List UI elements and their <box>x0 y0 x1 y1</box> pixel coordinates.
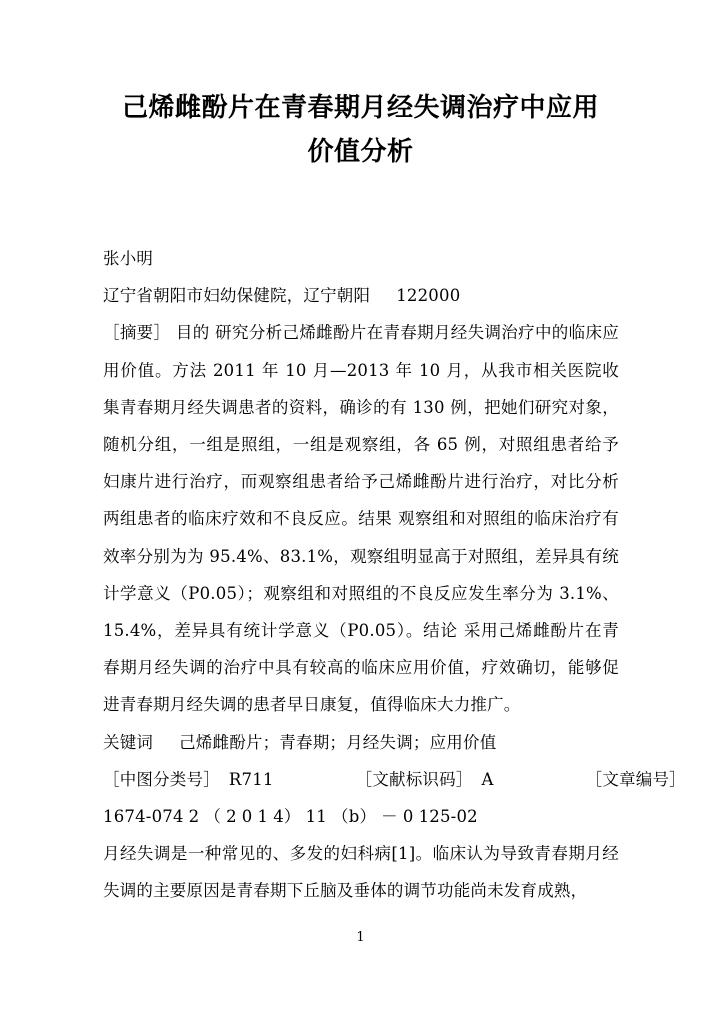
article-id-label: ［文章编号］ <box>585 769 686 789</box>
affiliation-line <box>103 277 619 314</box>
author-name: 张小明 <box>103 249 154 268</box>
article-id-part-10: 0 <box>402 807 414 827</box>
article-id-part-6: 4） <box>273 807 301 827</box>
article-id-part-0: 1674-074 <box>103 807 184 827</box>
affiliation-name: 辽宁省朝阳市妇幼保健院，辽宁朝阳 <box>103 286 371 306</box>
title-line-2: 价值分析 <box>307 137 414 167</box>
article-id-part-11: 125-02 <box>418 807 478 827</box>
classification-row <box>103 761 686 798</box>
article-id-part-7: 11 <box>305 807 327 827</box>
article-id-part-1: 2 <box>188 807 200 827</box>
keywords-label: 关键词 <box>103 732 154 752</box>
keywords-value: 己烯雌酚片；青春期；月经失调；应用价值 <box>179 732 497 752</box>
page-number: 1 <box>356 930 365 945</box>
article-id-part-9: － <box>381 807 398 827</box>
article-id-part-5: 1 <box>257 807 269 827</box>
affiliation-postcode: 122000 <box>396 286 461 306</box>
article-id-part-8: （b） <box>332 807 377 827</box>
title-line-1: 己烯雌酚片在青春期月经失调治疗中应用 <box>121 93 599 123</box>
article-id-part-3: 2 <box>226 807 237 827</box>
abstract-paragraph: ［摘要］ 目的 研究分析己烯雌酚片在青春期月经失调治疗中的临床应用价值。方法 2011 年 10 月—2013 年 10 月，从我市相关医院收集青春期月经失调患者的资料，确诊的有 130 例，把她们研究对象，随机分组，一组是照组，一组是观察组，各 65 例，对照组患者给予妇康片进行治疗，而观察组患者给予己烯雌酚片进行治疗，对比分析两组患者的临床疗效和不良反应。结果 观察组和对照组的临床治疗有效率分别为为 95.4%、83.1%，观察组明显高于对照组，差异具有统计学意义（P0.05）；观察组和对照组的不良反应发生率分为 3.1%、15.4%，差异具有统计学意义（P0.05）。结论 采用己烯雌酚片在青春期月经失调的治疗中具有较高的临床应用价值，疗效确切，能够促进青春期月经失调的患者早日康复，值得临床大力推广。 <box>103 323 619 715</box>
doc-code-value: A <box>481 769 494 789</box>
page-title <box>103 86 618 174</box>
article-number-row <box>103 798 619 835</box>
doc-code-label: ［文献标识码］ <box>355 769 473 789</box>
document-content <box>103 240 686 910</box>
body-paragraph: 月经失调是一种常见的、多发的妇科病[1]。临床认为导致青春期月经失调的主要原因是青春期下丘脑及垂体的调节功能尚未发育成熟， <box>103 844 619 901</box>
clc-label: ［中图分类号］ <box>103 769 220 789</box>
clc-value: R711 <box>228 769 274 789</box>
article-id-part-2: （ <box>204 807 222 827</box>
article-id-part-4: 0 <box>241 807 253 827</box>
keywords-line <box>103 724 619 761</box>
